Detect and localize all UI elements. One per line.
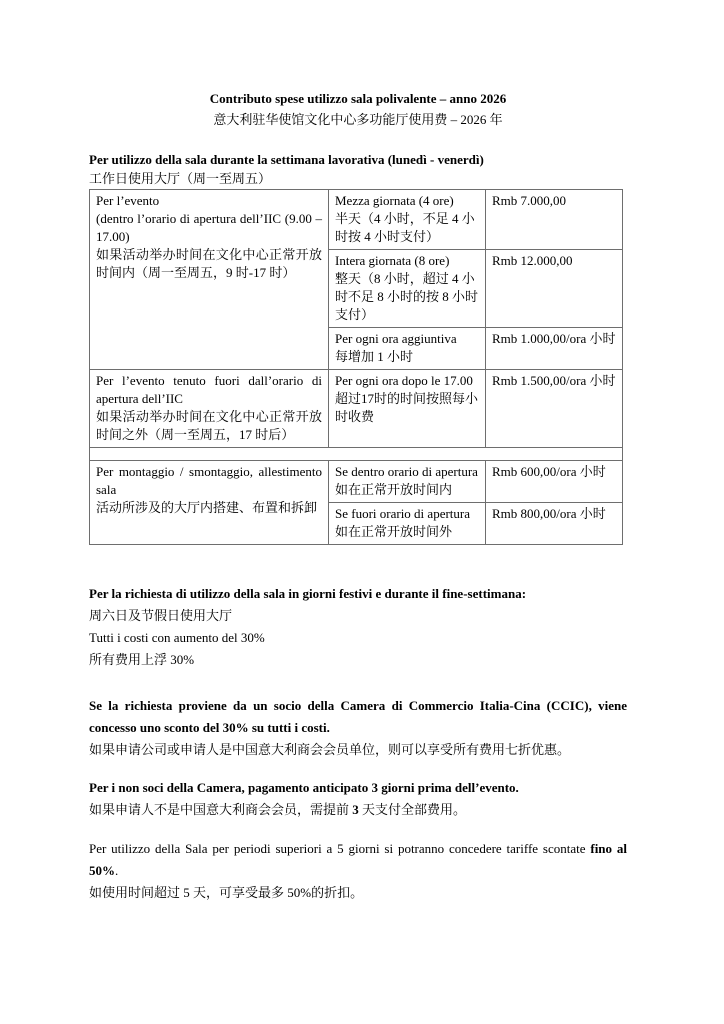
weekday-heading-italian: Per utilizzo della sala durante la settimana lavorativa (lunedì - venerdì)	[89, 152, 484, 167]
setup-within-label-italian: Se dentro orario di apertura	[335, 464, 478, 479]
document-title-chinese: 意大利驻华使馆文化中心多功能厅使用费 – 2026 年	[213, 112, 503, 127]
event-within-cell	[90, 190, 329, 370]
extra-hour-label-italian: Per ogni ora aggiuntiva	[335, 331, 457, 346]
full-day-label-chinese: 整天（8 小时，超过 4 小时不足 8 小时的按 8 小时支付）	[335, 271, 479, 322]
setup-outside-label-italian: Se fuori orario di apertura	[335, 506, 471, 521]
after-hours-price-cell: Rmb 1.500,00/ora 小时	[486, 370, 623, 448]
long-term-discount-section	[89, 838, 627, 904]
non-member-chinese-bold-number: 3	[352, 802, 359, 817]
long-term-italian-suffix: .	[115, 863, 119, 878]
ccic-discount-section	[89, 695, 627, 761]
half-day-label-italian: Mezza giornata (4 ore)	[335, 193, 454, 208]
event-within-label-chinese: 如果活动举办时间在文化中心正常开放时间内（周一至周五，9 时-17 时）	[96, 247, 322, 280]
setup-label-italian: Per montaggio / smontaggio, allestimento sala	[96, 464, 322, 497]
half-day-price-cell: Rmb 7.000,00	[486, 190, 623, 250]
extra-hour-price-cell: Rmb 1.000,00/ora 小时	[486, 328, 623, 370]
weekend-line-italian: Tutti i costi con aumento del 30%	[89, 630, 265, 645]
non-member-section	[89, 777, 627, 821]
setup-outside-cell	[329, 503, 486, 545]
setup-outside-price-cell: Rmb 800,00/ora 小时	[486, 503, 623, 545]
long-term-italian-bold: fino al 50%	[89, 841, 627, 878]
extra-hour-label-chinese: 每增加 1 小时	[335, 349, 414, 364]
spacer-cell	[90, 448, 623, 461]
full-day-label-italian: Intera giornata (8 ore)	[335, 253, 450, 268]
weekday-heading-chinese: 工作日使用大厅（周一至周五）	[89, 171, 272, 186]
document-title-italian: Contributo spese utilizzo sala polivalente – anno 2026	[209, 91, 507, 106]
fee-table	[89, 189, 623, 545]
non-member-chinese-suffix: 天支付全部费用。	[358, 802, 467, 817]
weekend-section	[89, 583, 627, 671]
fee-table-row-event-outside	[90, 370, 623, 448]
setup-within-price-cell: Rmb 600,00/ora 小时	[486, 461, 623, 503]
half-day-cell	[329, 190, 486, 250]
full-day-cell	[329, 250, 486, 328]
long-term-statement-italian	[89, 838, 627, 882]
after-hours-label-italian: Per ogni ora dopo le 17.00	[335, 373, 473, 388]
document-title-block	[89, 88, 627, 130]
setup-within-cell	[329, 461, 486, 503]
half-day-label-chinese: 半天（4 小时，不足 4 小时按 4 小时支付）	[335, 211, 475, 244]
weekday-section-heading	[89, 150, 627, 188]
extra-hour-cell	[329, 328, 486, 370]
ccic-statement-italian: Se la richiesta proviene da un socio della Camera di Commercio Italia-Cina (CCIC), viene concesso uno sconto del 30% su tutti i costi.	[89, 698, 627, 735]
fee-table-spacer-row	[90, 448, 623, 461]
setup-cell	[90, 461, 329, 545]
non-member-statement-italian: Per i non soci della Camera, pagamento anticipato 3 giorni prima dell’evento.	[89, 780, 519, 795]
fee-table-row-half-day	[90, 190, 623, 250]
event-outside-label-chinese: 如果活动举办时间在文化中心正常开放时间之外（周一至周五，17 时后）	[96, 409, 322, 442]
event-outside-label-italian: Per l’evento tenuto fuori dall’orario di apertura dell’IIC	[96, 373, 322, 406]
event-within-label-line2: (dentro l’orario di apertura dell’IIC (9.00 – 17.00)	[96, 211, 322, 244]
non-member-chinese-prefix: 如果申请人不是中国意大利商会会员，需提前	[89, 802, 353, 817]
event-outside-cell	[90, 370, 329, 448]
event-within-label-line1: Per l’evento	[96, 193, 160, 208]
long-term-italian-prefix: Per utilizzo della Sala per periodi superiori a 5 giorni si potranno concedere tariffe scontate	[89, 841, 591, 856]
weekend-line-chinese-2: 所有费用上浮 30%	[89, 652, 195, 667]
weekend-heading-italian: Per la richiesta di utilizzo della sala in giorni festivi e durante il fine-settimana:	[89, 586, 527, 601]
setup-within-label-chinese: 如在正常开放时间内	[335, 482, 453, 497]
after-hours-label-chinese: 超过17时的时间按照每小时收费	[335, 391, 479, 424]
setup-label-chinese: 活动所涉及的大厅内搭建、布置和拆卸	[96, 500, 318, 515]
setup-outside-label-chinese: 如在正常开放时间外	[335, 524, 453, 539]
non-member-statement-chinese	[89, 799, 627, 821]
long-term-statement-chinese: 如使用时间超过 5 天，可享受最多 50%的折扣。	[89, 885, 364, 900]
after-hours-cell	[329, 370, 486, 448]
fee-table-row-setup-within	[90, 461, 623, 503]
ccic-statement-chinese: 如果申请公司或申请人是中国意大利商会会员单位，则可以享受所有费用七折优惠。	[89, 742, 571, 757]
full-day-price-cell: Rmb 12.000,00	[486, 250, 623, 328]
weekend-line-chinese-1: 周六日及节假日使用大厅	[89, 608, 233, 623]
